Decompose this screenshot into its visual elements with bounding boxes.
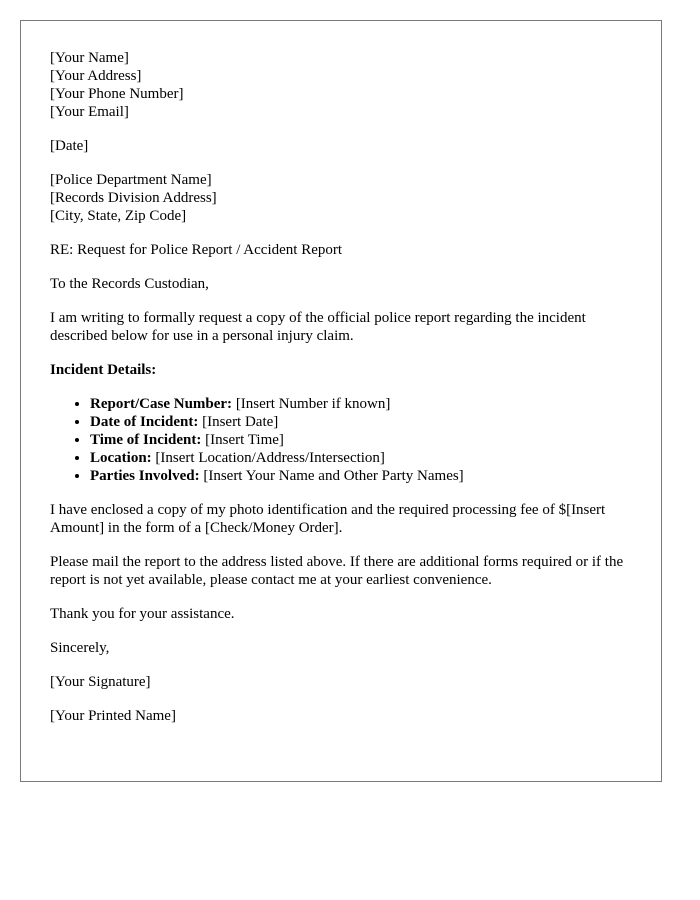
incident-details-list (50, 395, 632, 485)
detail-item-case-number (90, 395, 632, 413)
letter-page (20, 20, 662, 782)
sender-phone: [Your Phone Number] (50, 86, 184, 102)
recipient-block (50, 171, 632, 225)
detail-value: [Insert Number if known] (232, 396, 391, 412)
instructions-paragraph: Please mail the report to the address listed above. If there are additional forms required or if the report is not yet available, please contact me at your earliest convenience. (50, 554, 624, 588)
closing-line: Sincerely, (50, 640, 110, 656)
detail-value: [Insert Your Name and Other Party Names] (199, 468, 464, 484)
detail-item-date (90, 413, 632, 431)
detail-label: Location: (90, 450, 152, 466)
sender-email: [Your Email] (50, 104, 129, 120)
sender-block (50, 49, 632, 121)
recipient-city-state-zip: [City, State, Zip Code] (50, 208, 187, 224)
detail-item-time (90, 431, 632, 449)
signature-placeholder: [Your Signature] (50, 674, 151, 690)
detail-value: [Insert Date] (198, 414, 279, 430)
detail-value: [Insert Time] (201, 432, 284, 448)
detail-label: Report/Case Number: (90, 396, 233, 412)
recipient-address: [Records Division Address] (50, 190, 217, 206)
detail-label: Time of Incident: (90, 432, 202, 448)
enclosure-paragraph: I have enclosed a copy of my photo identification and the required processing fee of $[Insert Amount] in the form of a [Check/Money Order]. (50, 502, 606, 536)
detail-label: Parties Involved: (90, 468, 200, 484)
detail-label: Date of Incident: (90, 414, 199, 430)
detail-item-location (90, 449, 632, 467)
thanks-line: Thank you for your assistance. (50, 606, 235, 622)
letter-date: [Date] (50, 138, 89, 154)
intro-paragraph: I am writing to formally request a copy of the official police report regarding the incident described below for use in a personal injury claim. (50, 310, 586, 344)
sender-name: [Your Name] (50, 50, 129, 66)
salutation: To the Records Custodian, (50, 276, 209, 292)
detail-item-parties (90, 467, 632, 485)
incident-details-heading: Incident Details: (50, 362, 157, 378)
printed-name-placeholder: [Your Printed Name] (50, 708, 176, 724)
recipient-department: [Police Department Name] (50, 172, 212, 188)
detail-value: [Insert Location/Address/Intersection] (151, 450, 385, 466)
sender-address: [Your Address] (50, 68, 142, 84)
subject-line: RE: Request for Police Report / Accident Report (50, 242, 343, 258)
